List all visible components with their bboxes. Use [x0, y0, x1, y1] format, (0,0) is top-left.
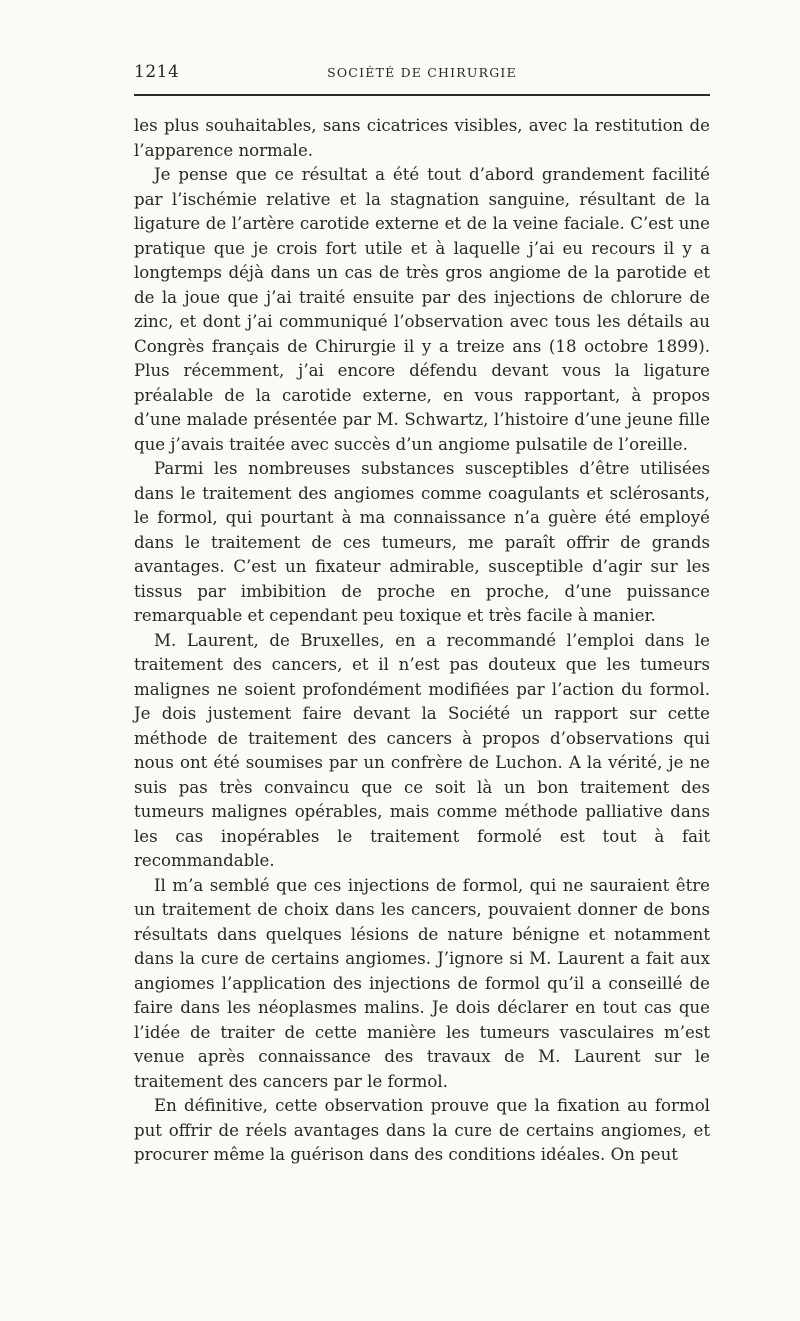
paragraph-laurent-cancers: M. Laurent, de Bruxelles, en a recommandé l’emploi dans le traitement des cancers, et il n’est pas douteux que les tumeurs malignes ne soient profondément modifiées par l’action du formol. Je dois justement faire devant la Société un rapport sur cette méthode de traitement des cancers à propos d’observations qui nous ont été soumises par un confrère de Luchon. A la vérité, je ne suis pas très convaincu que ce soit là un bon traitement des tumeurs malignes opérables, mais comme méthode palliative dans les cas inopérables le traitement formolé est tout à fait recommandable.: [134, 630, 710, 870]
header-rule: [134, 94, 710, 96]
page-number: 1214: [134, 62, 180, 82]
paragraph-continuation: les plus souhaitables, sans cicatrices visibles, avec la restitution de l’apparence normale.: [134, 116, 710, 160]
paragraph-conclusion: En définitive, cette observation prouve que la fixation au formol put offrir de réels avantages dans la cure de certains angiomes, et procurer même la guérison dans des conditions idéales. On peut: [134, 1096, 710, 1164]
paragraph-ischemia: Je pense que ce résultat a été tout d’abord grandement facilité par l’ischémie relative et la stagnation sanguine, résultant de la ligature de l’artère carotide externe et de la veine faciale. C’est une pratique que je crois fort utile et à laquelle j’ai eu recours il y a longtemps déjà dans un cas de très gros angiome de la parotide et de la joue que j’ai traité ensuite par des injections de chlorure de zinc, et dont j’ai communiqué l’observation avec tous les détails au Congrès français de Chirurgie il y a treize ans (18 octobre 1899). Plus récemment, j’ai encore défendu devant vous la ligature préalable de la carotide externe, en vous rapportant, à propos d’une malade présentée par M. Schwartz, l’histoire d’une jeune fille que j’avais traitée avec succès d’un angiome pulsatile de l’oreille.: [134, 165, 710, 454]
running-head: SOCIÉTÉ DE CHIRURGIE: [327, 65, 517, 80]
page-header: [134, 62, 710, 86]
paragraph-formol-advantages: Parmi les nombreuses substances susceptibles d’être utilisées dans le traitement des angiomes comme coagulants et sclérosants, le formol, qui pourtant à ma connaissance n’a guère été employé dans le traitement de ces tumeurs, me paraît offrir de grands avantages. C’est un fixateur admirable, susceptible d’agir sur les tissus par imbibition de proche en proche, d’une puissance remarquable et cependant peu toxique et très facile à manier.: [134, 459, 710, 625]
body-text: [134, 114, 710, 1168]
paragraph-formol-injections: Il m’a semblé que ces injections de formol, qui ne sauraient être un traitement de choix dans les cancers, pouvaient donner de bons résultats dans quelques lésions de nature bénigne et notamment dans la cure de certains angiomes. J’ignore si M. Laurent a fait aux angiomes l’application des injections de formol qu’il a conseillé de faire dans les néoplasmes malins. Je dois déclarer en tout cas que l’idée de traiter de cette manière les tumeurs vasculaires m’est venue après connaissance des travaux de M. Laurent sur le traitement des cancers par le formol.: [134, 875, 710, 1091]
